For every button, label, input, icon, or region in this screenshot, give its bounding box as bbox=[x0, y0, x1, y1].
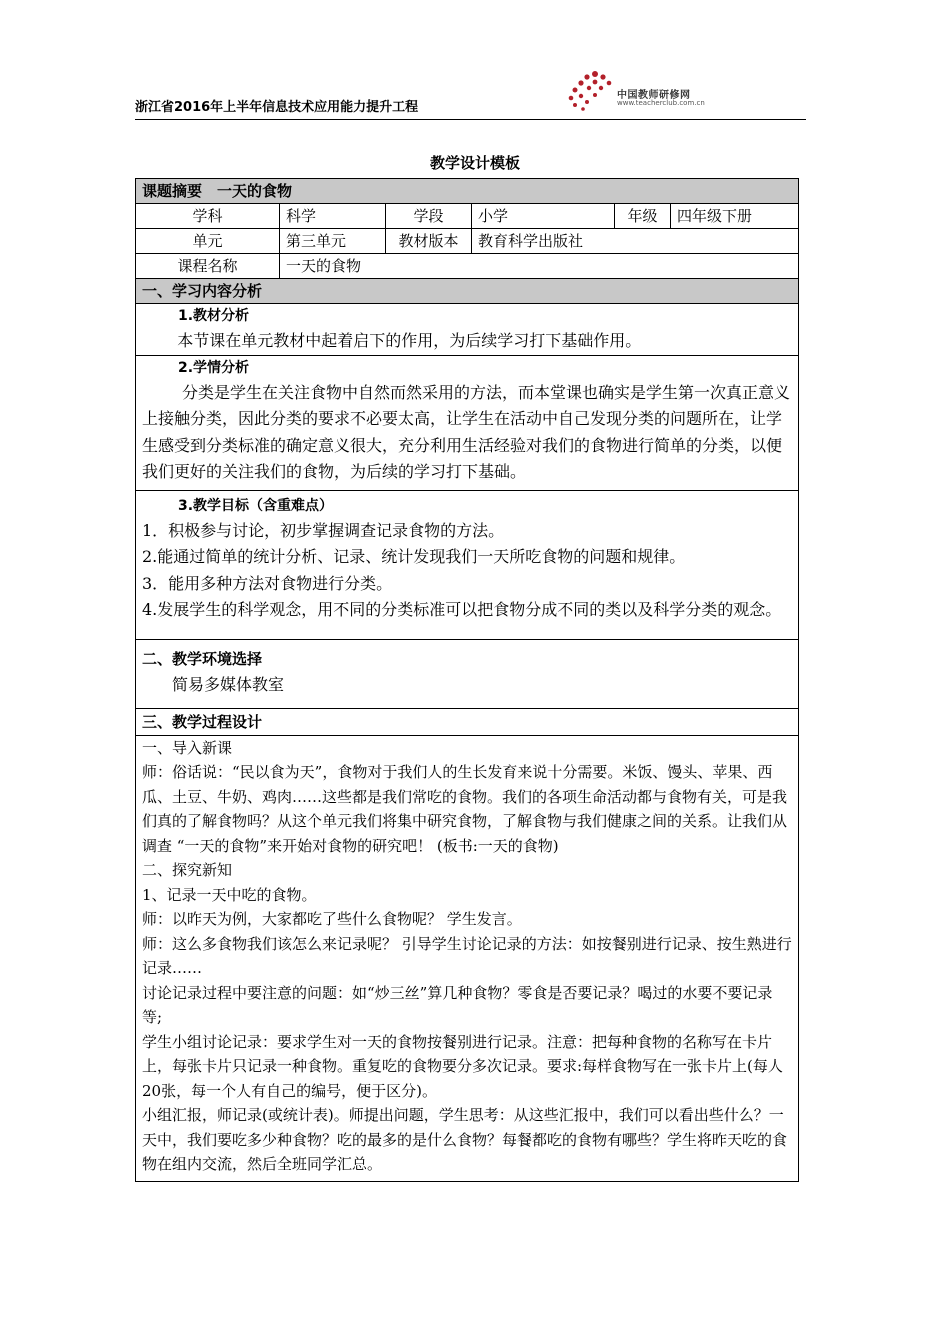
process-line: 学生小组讨论记录：要求学生对一天的食物按餐别进行记录。注意：把每种食物的名称写在卡片上，每张卡片只记录一种食物。重复吃的食物要分多次记录。要求:每样食物写在一张卡片上(每人20张，每一个人有自己的编号，便于区分)。 bbox=[142, 1032, 783, 1100]
goal-item: 2.能通过简单的统计分析、记录、统计发现我们一天所吃食物的问题和规律。 bbox=[142, 547, 686, 566]
course-label: 课程名称 bbox=[136, 254, 280, 279]
grade-label: 年级 bbox=[615, 204, 671, 229]
process-line: 一、导入新课 bbox=[142, 738, 233, 757]
student-analysis-text: 分类是学生在关注食物中自然而然采用的方法，而本堂课也确实是学生第一次真正意义上接触分类，因此分类的要求不必要太高，让学生在活动中自己发现分类的问题所在，让学生感受到分类标准的确定意义很大，充分利用生活经验对我们的食物进行简单的分类，以便我们更好的关注我们的食物，为后续的学习打下基础。 bbox=[142, 382, 791, 481]
textbook-analysis-text: 本节课在单元教材中起着启下的作用，为后续学习打下基础作用。 bbox=[177, 331, 642, 350]
logo-url: www.teacherclub.com.cn bbox=[617, 99, 705, 107]
summary-heading: 课题摘要 一天的食物 bbox=[136, 179, 799, 204]
textbook-analysis bbox=[136, 304, 799, 356]
lesson-design-table bbox=[135, 178, 799, 1182]
grade-value: 四年级下册 bbox=[671, 204, 799, 229]
process-line: 1、记录一天中吃的食物。 bbox=[142, 885, 317, 904]
header-title: 浙江省2016年上半年信息技术应用能力提升工程 bbox=[135, 100, 419, 115]
environment-text: 简易多媒体教室 bbox=[172, 674, 285, 694]
section3-heading: 三、教学过程设计 bbox=[136, 708, 799, 735]
goal-item: 4.发展学生的科学观念，用不同的分类标准可以把食物分成不同的类以及科学分类的观念。 bbox=[142, 600, 782, 619]
process-line: 小组汇报，师记录(或统计表)。师提出问题，学生思考：从这些汇报中，我们可以看出些什么？一天中，我们要吃多少种食物？吃的最多的是什么食物？每餐都吃的食物有哪些？学生将昨天吃的食物在组内交流，然后全班同学汇总。 bbox=[142, 1106, 788, 1173]
teaching-goals-title: 3.教学目标（含重难点） bbox=[178, 497, 334, 514]
textbook-analysis-title: 1.教材分析 bbox=[178, 308, 250, 324]
stage-label: 学段 bbox=[386, 204, 472, 229]
process-line: 讨论记录过程中要注意的问题：如“炒三丝”算几种食物？零食是否要记录？喝过的水要不要记录等; bbox=[142, 983, 773, 1026]
teacherclub-logo bbox=[565, 68, 715, 114]
edition-label: 教材版本 bbox=[386, 229, 472, 254]
section2-heading: 二、教学环境选择 bbox=[142, 649, 263, 668]
environment-section bbox=[136, 639, 799, 708]
process-line: 师：俗话说：“民以食为天”，食物对于我们人的生长发育来说十分需要。米饭、馒头、苹果、西瓜、土豆、牛奶、鸡肉……这些都是我们常吃的食物。我们的各项生命活动都与食物有关，可是我们真的了解食物吗？从这个单元我们将集中研究食物，了解食物与我们健康之间的关系。让我们从调查 “一天的食物”来开始对食物的研究吧！ (板书:一天的食物) bbox=[142, 763, 788, 855]
teaching-goals bbox=[136, 490, 799, 639]
course-value: 一天的食物 bbox=[280, 254, 799, 279]
subject-value: 科学 bbox=[280, 204, 386, 229]
logo-name: 中国教师研修网 bbox=[617, 90, 691, 101]
student-analysis-title: 2.学情分析 bbox=[178, 359, 250, 376]
stage-value: 小学 bbox=[472, 204, 615, 229]
section1-heading: 一、学习内容分析 bbox=[136, 279, 799, 304]
goal-item: 1．积极参与讨论，初步掌握调查记录食物的方法。 bbox=[142, 520, 505, 540]
logo-dots-icon bbox=[565, 68, 615, 114]
page-header bbox=[135, 60, 806, 120]
unit-value: 第三单元 bbox=[280, 229, 386, 254]
document-title: 教学设计模板 bbox=[429, 154, 520, 172]
process-line: 师：以昨天为例，大家都吃了些什么食物呢？ 学生发言。 bbox=[142, 910, 522, 928]
goal-item: 3．能用多种方法对食物进行分类。 bbox=[142, 573, 393, 593]
process-content bbox=[136, 735, 799, 1181]
student-analysis bbox=[136, 355, 799, 490]
unit-label: 单元 bbox=[136, 229, 280, 254]
process-line: 二、探究新知 bbox=[142, 861, 233, 879]
subject-label: 学科 bbox=[136, 204, 280, 229]
process-line: 师：这么多食物我们该怎么来记录呢？ 引导学生讨论记录的方法：如按餐别进行记录、按生熟进行记录…… bbox=[142, 934, 792, 977]
edition-value: 教育科学出版社 bbox=[472, 229, 799, 254]
